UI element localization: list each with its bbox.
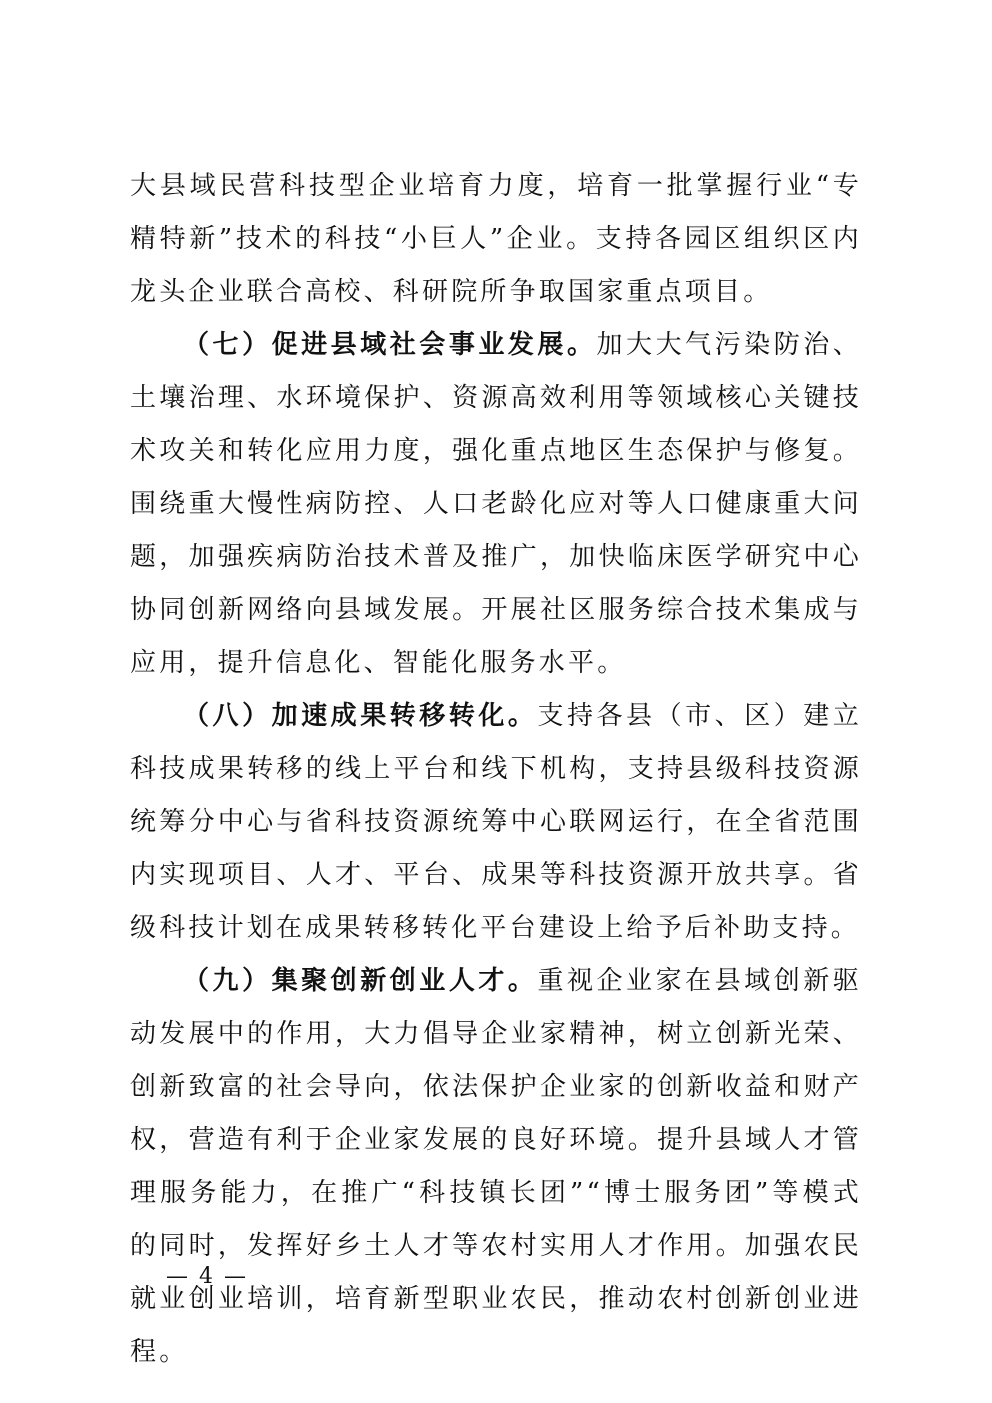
page-number: — 4 — (166, 1264, 248, 1289)
paragraph-continuation (130, 160, 862, 319)
section-heading: （八）加速成果转移转化。 (183, 701, 538, 731)
section-heading: （七）促进县域社会事业发展。 (183, 330, 597, 360)
section-heading: （九）集聚创新创业人才。 (183, 966, 538, 996)
paragraph-text: 加大大气污染防治、土壤治理、水环境保护、资源高效利用等领域核心关键技术攻关和转化应用力度，强化重点地区生态保护与修复。围绕重大慢性病防控、人口老龄化应对等人口健康重大问题，加强疾病防治技术普及推广，加快临床医学研究中心协同创新网络向县域发展。开展社区服务综合技术集成与应用，提升信息化、智能化服务水平。 (130, 330, 862, 678)
paragraph-text: 重视企业家在县域创新驱动发展中的作用，大力倡导企业家精神，树立创新光荣、创新致富的社会导向，依法保护企业家的创新收益和财产权，营造有利于企业家发展的良好环境。提升县域人才管理服务能力，在推广“科技镇长团”“博士服务团”等模式的同时，发挥好乡土人才等农村实用人才作用。加强农民就业创业培训，培育新型职业农民，推动农村创新创业进程。 (130, 966, 862, 1367)
paragraph-section-7 (130, 319, 862, 690)
paragraph-text: 大县域民营科技型企业培育力度，培育一批掌握行业“专精特新”技术的科技“小巨人”企业。支持各园区组织区内龙头企业联合高校、科研院所争取国家重点项目。 (130, 171, 862, 307)
paragraph-text: 支持各县（市、区）建立科技成果转移的线上平台和线下机构，支持县级科技资源统筹分中心与省科技资源统筹中心联网运行，在全省范围内实现项目、人才、平台、成果等科技资源开放共享。省级科技计划在成果转移转化平台建设上给予后补助支持。 (130, 701, 862, 943)
body-text (130, 160, 862, 1379)
paragraph-section-8 (130, 690, 862, 955)
paragraph-section-9 (130, 955, 862, 1379)
